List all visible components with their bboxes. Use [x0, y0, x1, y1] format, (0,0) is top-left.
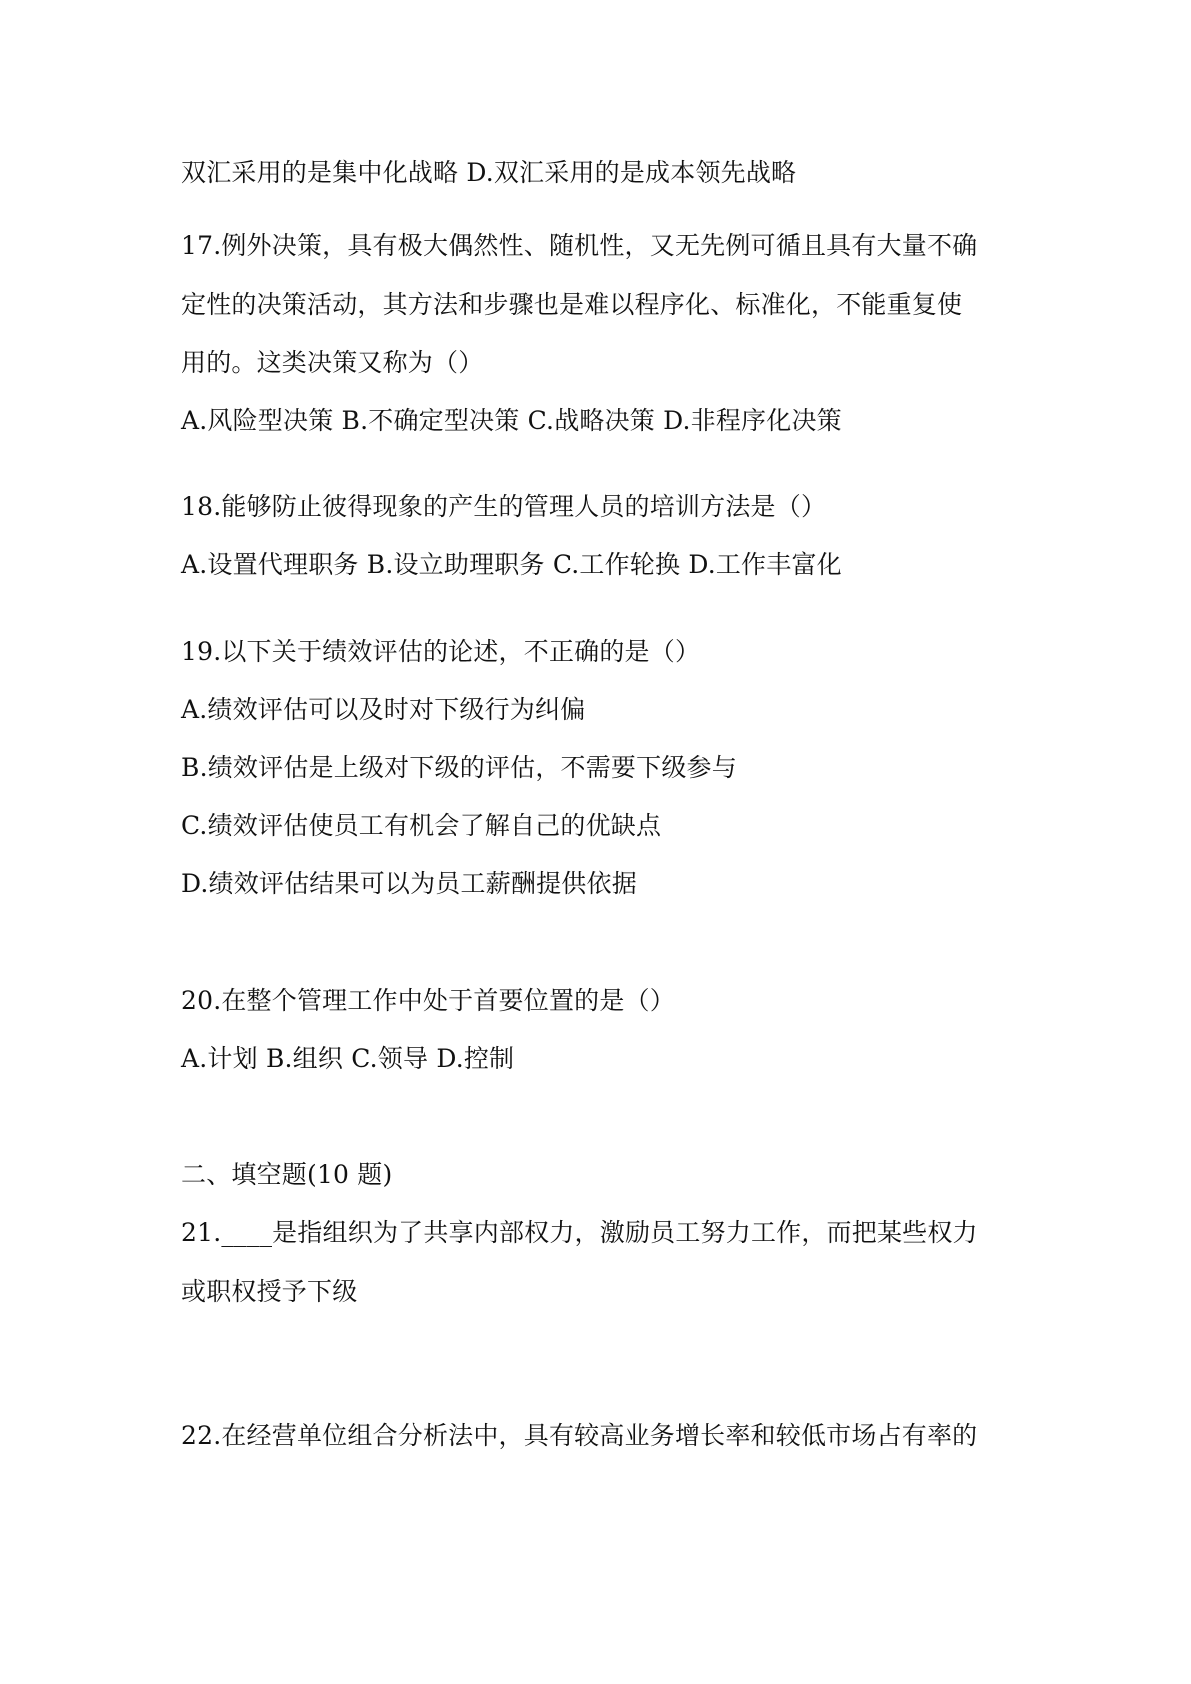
question-20-stem: 20.在整个管理工作中处于首要位置的是（）: [181, 986, 675, 1015]
question-17-line-2: 定性的决策活动，其方法和步骤也是难以程序化、标准化，不能重复使: [181, 290, 963, 319]
question-21-line-1: 21.____是指组织为了共享内部权力，激励员工努力工作，而把某些权力: [181, 1218, 978, 1247]
question-19-stem: 19.以下关于绩效评估的论述，不正确的是（）: [181, 637, 701, 666]
question-20-options: A.计划 B.组织 C.领导 D.控制: [181, 1044, 515, 1073]
section-heading-fill-in: 二、填空题(10 题): [181, 1160, 393, 1189]
question-22-line-1: 22.在经营单位组合分析法中，具有较高业务增长率和较低市场占有率的: [181, 1421, 978, 1450]
text-line-q16-continuation: 双汇采用的是集中化战略 D.双汇采用的是成本领先战略: [181, 158, 797, 187]
question-17-line-1: 17.例外决策，具有极大偶然性、随机性，又无先例可循且具有大量不确: [181, 231, 978, 260]
question-17-options: A.风险型决策 B.不确定型决策 C.战略决策 D.非程序化决策: [181, 406, 842, 435]
question-18-options: A.设置代理职务 B.设立助理职务 C.工作轮换 D.工作丰富化: [181, 550, 842, 579]
question-19-option-b: B.绩效评估是上级对下级的评估，不需要下级参与: [181, 753, 737, 782]
question-21-line-2: 或职权授予下级: [181, 1277, 358, 1306]
question-17-line-3: 用的。这类决策又称为（）: [181, 348, 484, 377]
question-18-stem: 18.能够防止彼得现象的产生的管理人员的培训方法是（）: [181, 492, 827, 521]
question-19-option-c: C.绩效评估使员工有机会了解自己的优缺点: [181, 811, 662, 840]
question-19-option-a: A.绩效评估可以及时对下级行为纠偏: [181, 695, 586, 724]
question-19-option-d: D.绩效评估结果可以为员工薪酬提供依据: [181, 869, 637, 898]
